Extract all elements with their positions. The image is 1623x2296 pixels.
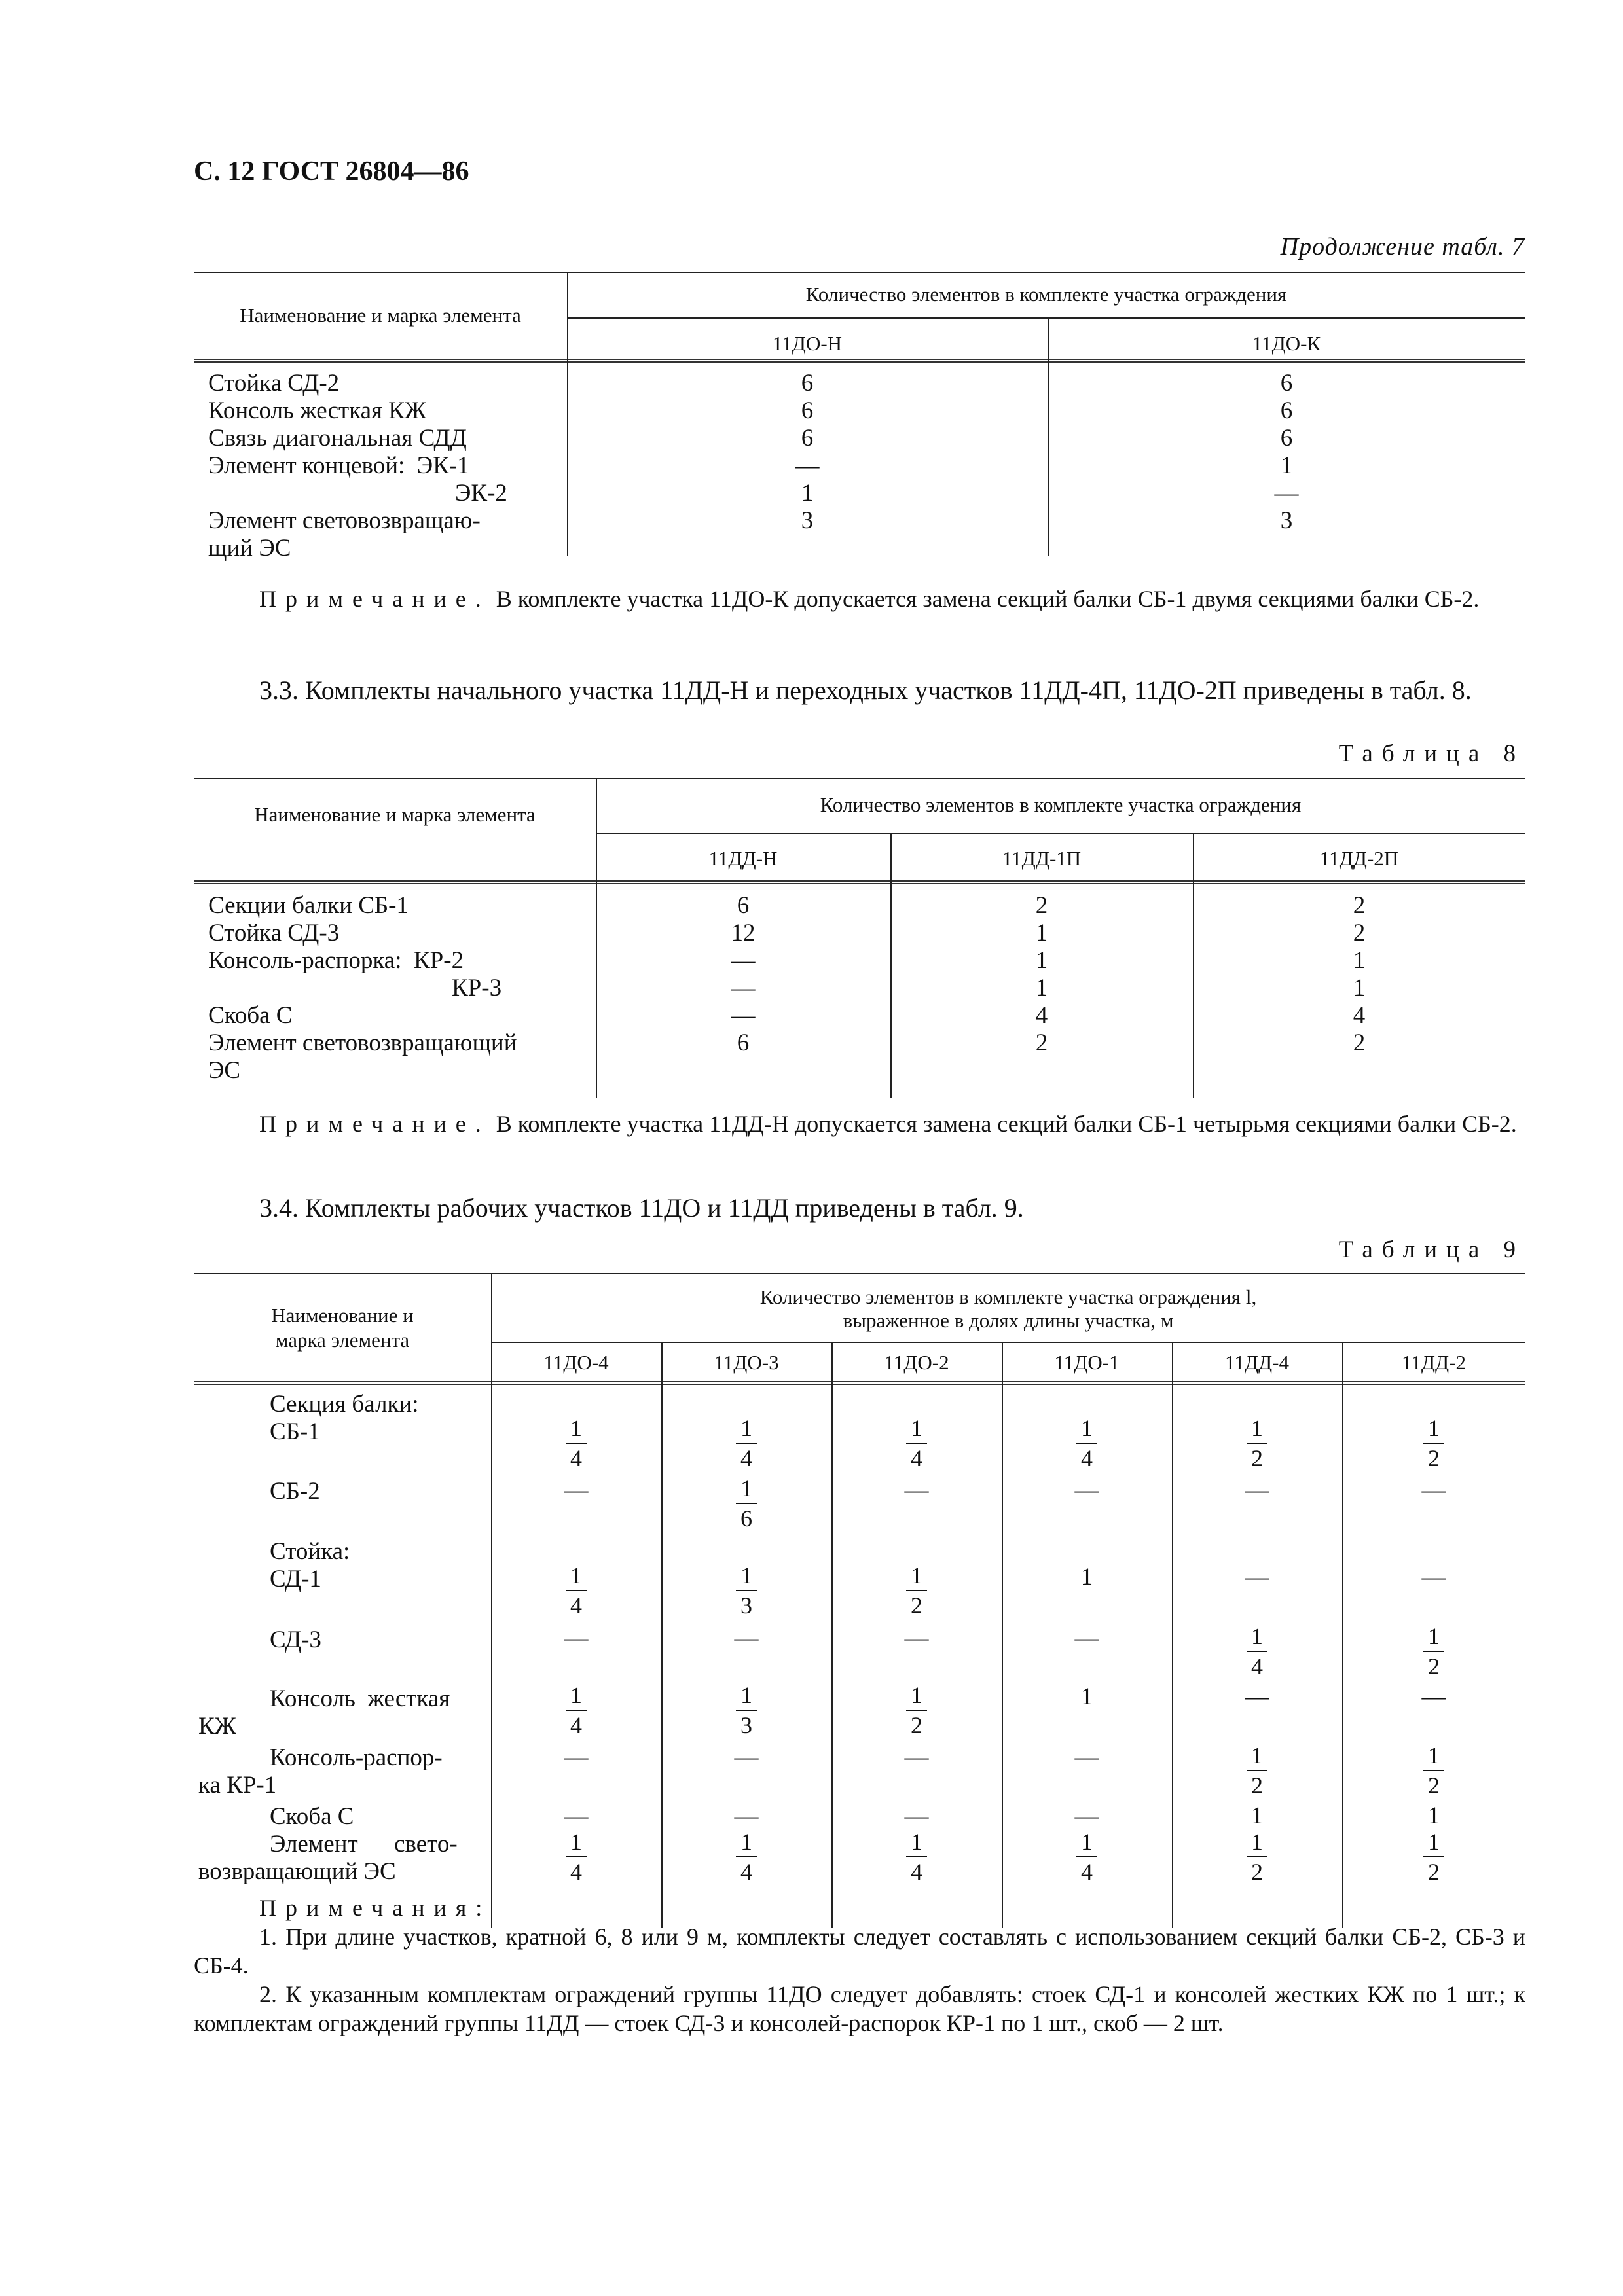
table7-cell: 6 (1280, 425, 1293, 452)
table9-col-header: 11ДО-2 (884, 1351, 949, 1374)
table9-divider (1342, 1342, 1343, 1928)
fraction-denominator: 2 (911, 1712, 922, 1738)
table8-group-rule (596, 833, 1525, 834)
table9-cell: — (904, 1803, 929, 1829)
table9-caption: Таблица 9 (1338, 1236, 1525, 1263)
table8-row-name: Секции балки СБ-1 (208, 892, 409, 919)
table9-name-header: марка элемента (275, 1329, 410, 1352)
fraction-denominator: 4 (740, 1445, 752, 1471)
table8-cell: — (731, 947, 756, 974)
page-header: С. 12 ГОСТ 26804—86 (194, 156, 469, 187)
table7-row-name: ЭК-2 (455, 480, 507, 507)
table8-cell: 1 (1353, 947, 1366, 974)
fraction-denominator: 2 (1251, 1859, 1263, 1885)
table7-col-header: 11ДО-К (1252, 332, 1321, 355)
fraction-denominator: 4 (570, 1445, 582, 1471)
fraction-numerator: 1 (570, 1562, 582, 1588)
table8-row-name: ЭС (208, 1057, 241, 1084)
table7-cell: 6 (1280, 397, 1293, 424)
fraction-numerator: 1 (570, 1415, 582, 1441)
fraction-value (563, 1681, 589, 1740)
table9-row-label: возвращающий ЭС (198, 1858, 396, 1885)
table9-cell: — (904, 1477, 929, 1503)
table7-cell: 1 (1280, 452, 1293, 479)
table9-row-label: СД-3 (270, 1626, 321, 1653)
table9-header-rule (194, 1381, 1525, 1385)
table8-caption: Таблица 8 (1338, 740, 1525, 767)
note-label: Примечание. (259, 1111, 490, 1137)
table9-cell: — (564, 1624, 589, 1651)
fraction-denominator: 4 (570, 1859, 582, 1885)
fraction-numerator: 1 (740, 1562, 752, 1588)
fraction-value (1244, 1414, 1270, 1473)
fraction-numerator: 1 (570, 1829, 582, 1855)
table7-group-rule (567, 317, 1525, 319)
table9-cell: — (1245, 1683, 1269, 1710)
table8-cell: 4 (1035, 1002, 1048, 1029)
table7-row-name: Связь диагональная СДД (208, 425, 467, 452)
table9-cell: — (734, 1803, 759, 1829)
fraction-value (1074, 1414, 1100, 1473)
note-text: 1. При длине участков, кратной 6, 8 или 9 м, комплекты следует составлять с использованием секций балки СБ-2, СБ-3 и СБ-4. (194, 1924, 1525, 1979)
fraction-numerator: 1 (1428, 1742, 1440, 1768)
table9-group-rule (491, 1342, 1525, 1343)
fraction-value (733, 1474, 759, 1533)
table9-row-label: Консоль жесткая (270, 1685, 450, 1712)
table9-cell: — (564, 1803, 589, 1829)
table9-cell: — (1421, 1683, 1446, 1710)
fraction-denominator: 4 (570, 1592, 582, 1619)
table9-cell: 1 (1250, 1803, 1264, 1829)
table9-note-2 (194, 1980, 1525, 2037)
table9-cell: 1 (1080, 1683, 1093, 1710)
fraction-numerator: 1 (1428, 1415, 1440, 1441)
table7-row-name: Стойка СД-2 (208, 370, 340, 397)
table8-row-name: Стойка СД-3 (208, 920, 340, 946)
fraction-value (903, 1827, 930, 1886)
table8-cell: 2 (1353, 892, 1366, 919)
table8-note (194, 1109, 1525, 1138)
fraction-numerator: 1 (740, 1415, 752, 1441)
table7-cell: — (795, 452, 820, 479)
table8-col-header: 11ДД-2П (1319, 847, 1399, 870)
fraction-denominator: 4 (911, 1859, 922, 1885)
table8-cell: 2 (1035, 892, 1048, 919)
fraction-denominator: 2 (911, 1592, 922, 1619)
table9-cell: — (734, 1624, 759, 1651)
fraction-denominator: 4 (1251, 1653, 1263, 1679)
table9-cell: — (564, 1744, 589, 1770)
table8-col-header: 11ДД-Н (708, 847, 778, 870)
fraction-value (1421, 1827, 1447, 1886)
fraction-denominator: 6 (740, 1505, 752, 1532)
table7-group-header: Количество элементов в комплекте участка ограждения (805, 283, 1287, 306)
fraction-value (563, 1561, 589, 1620)
table9-row-label: СБ-1 (270, 1418, 320, 1445)
table9-cell: — (1245, 1477, 1269, 1503)
table8-top-rule (194, 778, 1525, 779)
table8-cell: 1 (1035, 975, 1048, 1001)
table9-notes (194, 1893, 1525, 2037)
table8-cell: 1 (1035, 947, 1048, 974)
table8-group-header: Количество элементов в комплекте участка ограждения (820, 793, 1302, 816)
table9-divider (1172, 1342, 1173, 1928)
table9-cell: — (1245, 1564, 1269, 1590)
fraction-value (563, 1414, 589, 1473)
table9-row-label: Элемент свето- (270, 1831, 458, 1857)
table8-cell: 2 (1353, 1030, 1366, 1056)
table7-cell: 6 (801, 397, 814, 424)
table9-notes-label (194, 1893, 1525, 1922)
table9-row-label: Стойка: (270, 1538, 350, 1565)
table7-cell: 3 (1280, 507, 1293, 534)
fraction-denominator: 3 (740, 1592, 752, 1619)
paragraph-3-4 (194, 1190, 1525, 1227)
note-text: В комплекте участка 11ДО-К допускается замена секций балки СБ-1 двумя секциями балки СБ-2. (490, 586, 1480, 612)
fraction-value (1244, 1622, 1270, 1681)
fraction-value (563, 1827, 589, 1886)
fraction-numerator: 1 (570, 1682, 582, 1708)
table7-col-header: 11ДО-Н (772, 332, 843, 355)
table8-row-name: Консоль-распорка: КР-2 (208, 947, 464, 974)
table8-row-name: Скоба С (208, 1002, 293, 1029)
table9-row-label: Секция балки: (270, 1391, 419, 1418)
fraction-numerator: 1 (911, 1829, 922, 1855)
fraction-value (733, 1561, 759, 1620)
table7-cell: 6 (801, 425, 814, 452)
fraction-denominator: 2 (1251, 1772, 1263, 1799)
table8-row-name: Элемент световозвращающий (208, 1030, 517, 1056)
fraction-value (1421, 1414, 1447, 1473)
table8-header-rule (194, 880, 1525, 884)
fraction-denominator: 2 (1428, 1653, 1440, 1679)
fraction-value (903, 1561, 930, 1620)
table7-note (194, 584, 1525, 613)
table9-cell: — (904, 1624, 929, 1651)
fraction-value (733, 1827, 759, 1886)
fraction-value (733, 1681, 759, 1740)
fraction-numerator: 1 (1251, 1623, 1263, 1649)
table8-cell: 1 (1353, 975, 1366, 1001)
fraction-value (1421, 1741, 1447, 1800)
fraction-denominator: 4 (1081, 1445, 1093, 1471)
fraction-numerator: 1 (1081, 1829, 1093, 1855)
fraction-numerator: 1 (740, 1829, 752, 1855)
table7-cell: 6 (801, 370, 814, 397)
fraction-value (1244, 1827, 1270, 1886)
table9-cell: 1 (1427, 1803, 1440, 1829)
table7-cell: 6 (1280, 370, 1293, 397)
table8-cell: 6 (737, 1030, 750, 1056)
table7-row-name: щий ЭС (208, 535, 291, 562)
table8-row-name: КР-3 (452, 975, 502, 1001)
table8-cell: 6 (737, 892, 750, 919)
notes-label: Примечания: (259, 1895, 492, 1921)
table9-divider (661, 1342, 663, 1928)
table9-col-header: 11ДД-2 (1402, 1351, 1466, 1374)
note-text: В комплекте участка 11ДД-Н допускается замена секций балки СБ-1 четырьмя секциями балки СБ-2. (490, 1111, 1517, 1137)
table9-divider (1002, 1342, 1003, 1928)
table8-cell: — (731, 1002, 756, 1029)
fraction-value (1074, 1827, 1100, 1886)
fraction-value (1244, 1741, 1270, 1800)
table7-continuation: Продолжение табл. 7 (1280, 233, 1525, 260)
paragraph-3-3 (194, 672, 1525, 709)
table9-col-header: 11ДД-4 (1225, 1351, 1289, 1374)
table8-name-header: Наименование и марка элемента (254, 803, 536, 826)
table7-row-name: Элемент световозвращаю- (208, 507, 481, 534)
table9-group-header: Количество элементов в комплекте участка ограждения l, (759, 1285, 1257, 1308)
table9-name-header: Наименование и (271, 1304, 414, 1327)
table7-top-rule (194, 272, 1525, 273)
fraction-denominator: 4 (740, 1859, 752, 1885)
table8-cell: 2 (1353, 920, 1366, 946)
table9-cell: — (1074, 1624, 1099, 1651)
table8-cell: 1 (1035, 920, 1048, 946)
fraction-denominator: 4 (1081, 1859, 1093, 1885)
table7-cell: 3 (801, 507, 814, 534)
table9-col-header: 11ДО-1 (1054, 1351, 1120, 1374)
note-label: Примечание. (259, 586, 490, 612)
table9-col-header: 11ДО-4 (543, 1351, 609, 1374)
fraction-numerator: 1 (1251, 1415, 1263, 1441)
table9-col-header: 11ДО-3 (714, 1351, 779, 1374)
table9-row-label: СБ-2 (270, 1478, 320, 1505)
table7-name-header: Наименование и марка элемента (240, 304, 521, 327)
table9-top-rule (194, 1273, 1525, 1274)
table9-row-label: СД-1 (270, 1566, 321, 1592)
table9-cell: — (734, 1744, 759, 1770)
fraction-denominator: 2 (1428, 1859, 1440, 1885)
fraction-numerator: 1 (1428, 1623, 1440, 1649)
table7-row-name: Элемент концевой: ЭК-1 (208, 452, 469, 479)
table7-cell: — (1274, 480, 1299, 507)
table9-cell: 1 (1080, 1564, 1093, 1590)
fraction-denominator: 2 (1251, 1445, 1263, 1471)
fraction-denominator: 4 (570, 1712, 582, 1738)
fraction-value (903, 1681, 930, 1740)
paragraph-text: 3.4. Комплекты рабочих участков 11ДО и 11ДД приведены в табл. 9. (259, 1193, 1024, 1223)
table8-col-header: 11ДД-1П (1002, 847, 1082, 870)
fraction-numerator: 1 (911, 1415, 922, 1441)
fraction-numerator: 1 (1251, 1829, 1263, 1855)
table9-row-label: Консоль-распор- (270, 1744, 443, 1771)
fraction-numerator: 1 (1081, 1415, 1093, 1441)
table9-row-label: КЖ (198, 1713, 236, 1740)
fraction-numerator: 1 (740, 1682, 752, 1708)
paragraph-text: 3.3. Комплекты начального участка 11ДД-Н и переходных участков 11ДД-4П, 11ДО-2П приведены в табл. 8. (259, 675, 1472, 705)
fraction-numerator: 1 (740, 1475, 752, 1501)
table8-cell: 2 (1035, 1030, 1048, 1056)
table7-row-name: Консоль жесткая КЖ (208, 397, 427, 424)
fraction-value (903, 1414, 930, 1473)
table7-header-rule (194, 359, 1525, 363)
fraction-value (733, 1414, 759, 1473)
note-text: 2. К указанным комплектам ограждений группы 11ДО следует добавлять: стоек СД-1 и консолей жестких КЖ по 1 шт.; к комплектам ограждений группы 11ДД — стоек СД-3 и консолей-распорок КР-1 по 1 шт., скоб — 2 шт. (194, 1981, 1525, 2036)
table9-row-label: Скоба С (270, 1803, 354, 1830)
table8-cell: 12 (731, 920, 756, 946)
fraction-denominator: 4 (911, 1445, 922, 1471)
table9-cell: — (564, 1477, 589, 1503)
fraction-value (1421, 1622, 1447, 1681)
table9-cell: — (904, 1744, 929, 1770)
fraction-numerator: 1 (911, 1682, 922, 1708)
table9-cell: — (1074, 1477, 1099, 1503)
table8-cell: — (731, 975, 756, 1001)
table8-cell: 4 (1353, 1002, 1366, 1029)
fraction-denominator: 2 (1428, 1772, 1440, 1799)
fraction-numerator: 1 (911, 1562, 922, 1588)
fraction-denominator: 3 (740, 1712, 752, 1738)
table9-cell: — (1074, 1803, 1099, 1829)
fraction-numerator: 1 (1251, 1742, 1263, 1768)
fraction-numerator: 1 (1428, 1829, 1440, 1855)
table9-cell: — (1074, 1744, 1099, 1770)
table9-row-label: ка КР-1 (198, 1772, 277, 1799)
table9-cell: — (1421, 1477, 1446, 1503)
table9-group-header: выраженное в долях длины участка, м (843, 1309, 1174, 1332)
table9-cell: — (1421, 1564, 1446, 1590)
table7-cell: 1 (801, 480, 814, 507)
table9-divider (831, 1342, 833, 1928)
table9-note-1 (194, 1922, 1525, 1980)
fraction-denominator: 2 (1428, 1445, 1440, 1471)
